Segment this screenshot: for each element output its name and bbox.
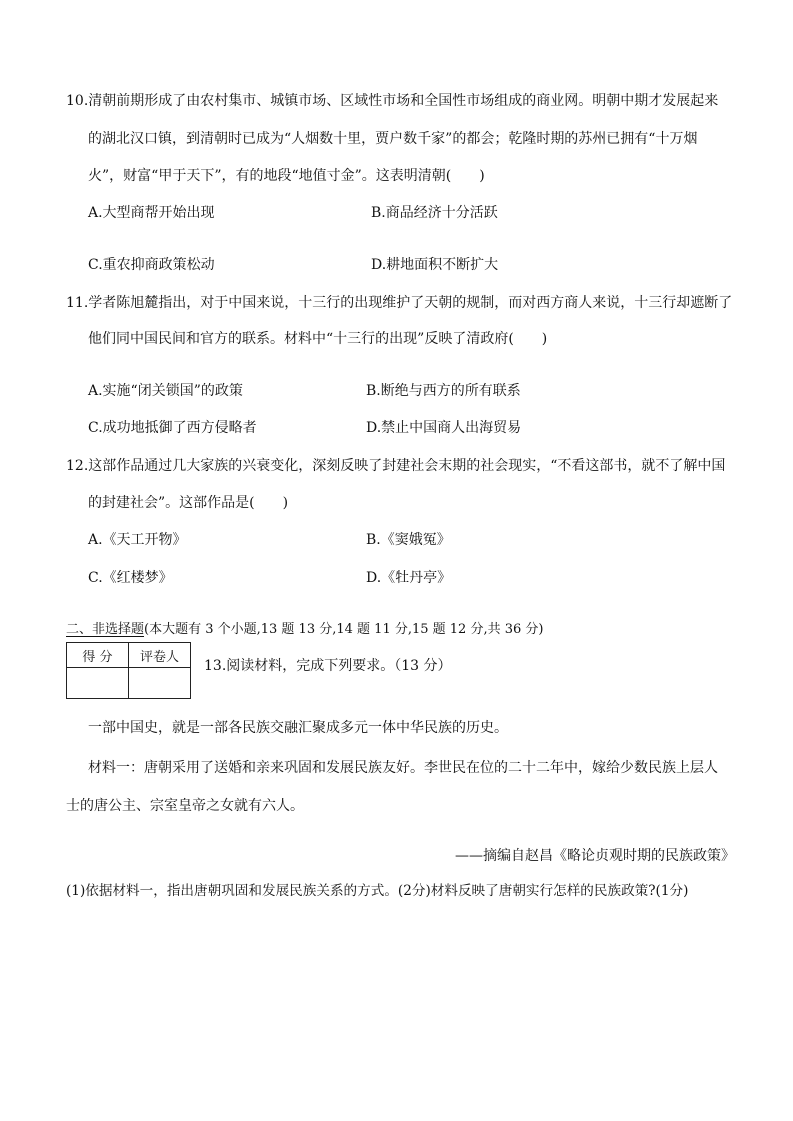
q13-source: ——摘编自赵昌《略论贞观时期的民族政策》 [455, 848, 735, 864]
q10-option-a: A.大型商帮开始出现 [88, 205, 215, 221]
q13-prompt: 13.阅读材料，完成下列要求。（13 分） [204, 658, 452, 674]
q12-option-c: C.《红楼梦》 [88, 570, 173, 586]
q11-line2: 他们同中国民间和官方的联系。材料中“十三行的出现”反映了清政府( ) [88, 331, 548, 347]
q12-option-d: D.《牡丹亭》 [366, 570, 452, 586]
q10-line2: 的湖北汉口镇，到清朝时已成为“人烟数十里，贾户数千家”的都会；乾隆时期的苏州已拥有“十万烟 [88, 131, 698, 147]
q11-line1: 11.学者陈旭麓指出，对于中国来说，十三行的出现维护了天朝的规制，而对西方商人来说，十三行却遮断了 [66, 295, 733, 311]
q10-option-c: C.重农抑商政策松动 [88, 257, 215, 273]
section-title: 二、非选择题 [66, 622, 145, 637]
q11-option-c: C.成功地抵御了西方侵略者 [88, 420, 257, 436]
q11-option-a: A.实施“闭关锁国”的政策 [88, 383, 243, 399]
q10-line3: 火”，财富“甲于天下”，有的地段“地值寸金”。这表明清朝( ) [88, 168, 485, 184]
q12-line1: 12.这部作品通过几大家族的兴衰变化，深刻反映了封建社会末期的社会现实，“不看这部书，就不了解中国 [66, 458, 726, 474]
q10-line1: 10.清朝前期形成了由农村集市、城镇市场、区域性市场和全国性市场组成的商业网。明朝中期才发展起来 [66, 93, 719, 109]
q13-sub1: (1)依据材料一，指出唐朝巩固和发展民族关系的方式。(2分)材料反映了唐朝实行怎样的民族政策?(1分) [66, 883, 689, 899]
q12-option-a: A.《天工开物》 [88, 532, 187, 548]
grader-cell[interactable] [129, 668, 191, 699]
score-table [66, 642, 191, 699]
q13-material1-line2: 士的唐公主、宗室皇帝之女就有六人。 [66, 798, 304, 814]
q13-material1-line1: 材料一：唐朝采用了送婚和亲来巩固和发展民族友好。李世民在位的二十二年中，嫁给少数民族上层人 [88, 760, 718, 776]
q13-intro: 一部中国史，就是一部各民族交融汇聚成多元一体中华民族的历史。 [88, 720, 508, 736]
score-cell[interactable] [67, 668, 129, 699]
section-heading [66, 623, 543, 636]
score-header: 得 分 [67, 643, 129, 668]
q12-option-b: B.《窦娥冤》 [366, 532, 451, 548]
q11-option-b: B.断绝与西方的所有联系 [366, 383, 521, 399]
grader-header: 评卷人 [129, 643, 191, 668]
q11-option-d: D.禁止中国商人出海贸易 [366, 420, 522, 436]
q10-option-d: D.耕地面积不断扩大 [371, 257, 499, 273]
q12-line2: 的封建社会”。这部作品是( ) [88, 495, 289, 511]
section-note: (本大题有 3 个小题,13 题 13 分,14 题 11 分,15 题 12 分,共 36 分) [144, 622, 544, 637]
q10-option-b: B.商品经济十分活跃 [371, 205, 498, 221]
